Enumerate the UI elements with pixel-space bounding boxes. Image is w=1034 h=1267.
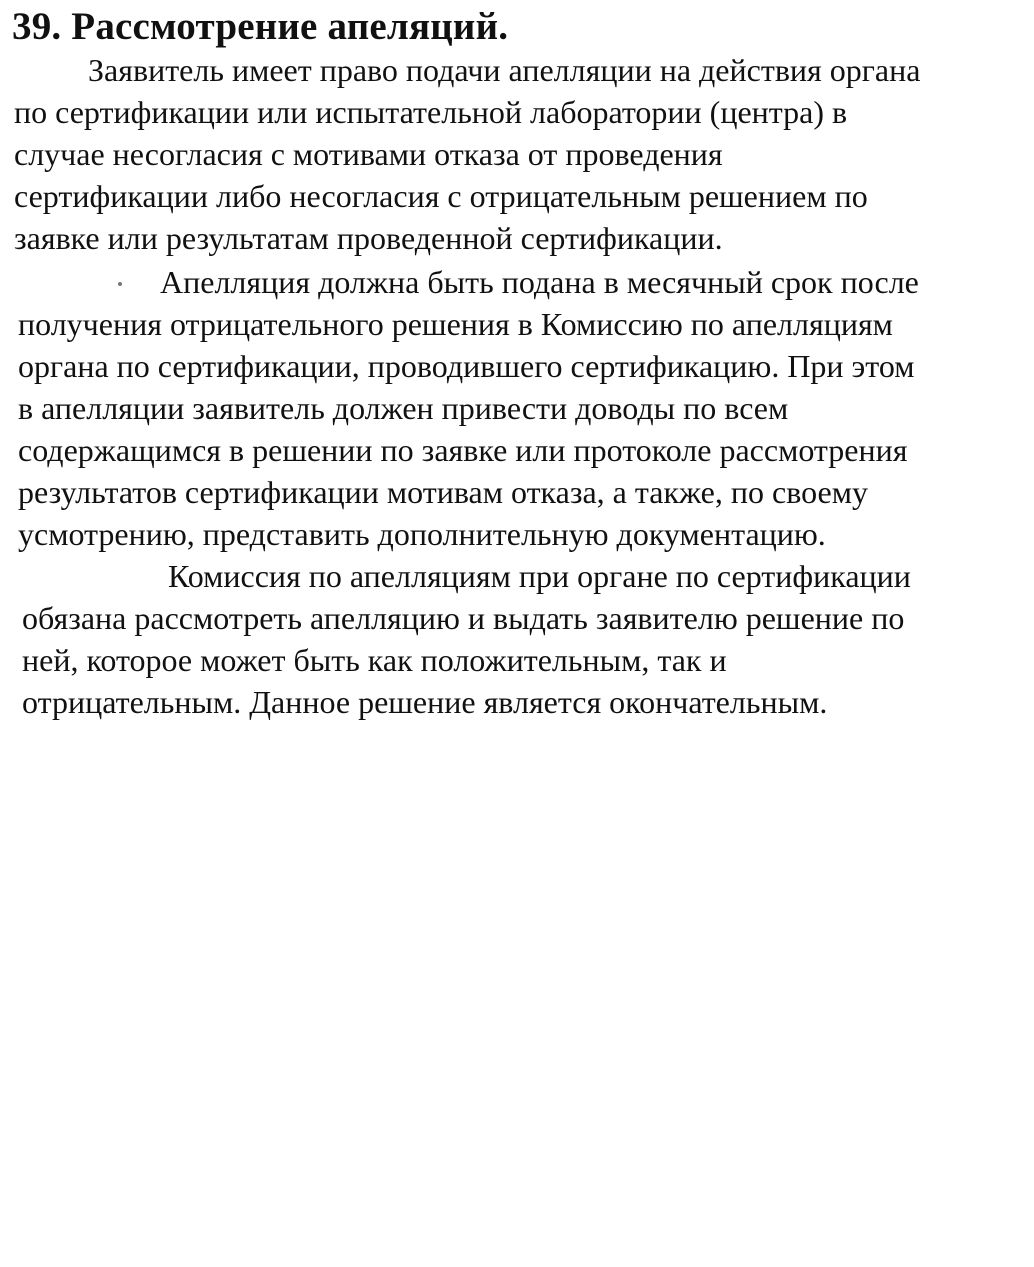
paragraph-2-line-4: в апелляции заявитель должен привести доводы по всем — [18, 390, 789, 426]
paragraph-2-line-1: Апелляция должна быть подана в месячный срок после — [160, 264, 919, 300]
paragraph-1-line-4: сертификации либо несогласия с отрицательным решением по — [14, 178, 868, 214]
paragraph-3-line-4: отрицательным. Данное решение является окончательным. — [22, 684, 828, 720]
paragraph-3-line-1: Комиссия по апелляциям при органе по сертификации — [168, 558, 911, 594]
paragraph-2-line-2: получения отрицательного решения в Комиссию по апелляциям — [18, 306, 893, 342]
paragraph-2-line-3: органа по сертификации, проводившего сертификацию. При этом — [18, 348, 915, 384]
scan-speck — [118, 282, 122, 286]
paragraph-2-line-7: усмотрению, представить дополнительную документацию. — [18, 516, 826, 552]
paragraph-1-line-3: случае несогласия с мотивами отказа от проведения — [14, 136, 723, 172]
paragraph-1-line-2: по сертификации или испытательной лаборатории (центра) в — [14, 94, 848, 130]
section-heading: 39. Рассмотрение апеляций. — [12, 5, 509, 48]
paragraph-3-line-2: обязана рассмотреть апелляцию и выдать заявителю решение по — [22, 600, 905, 636]
paragraph-2-line-6: результатов сертификации мотивам отказа, а также, по своему — [18, 474, 868, 510]
paragraph-2-line-5: содержащимся в решении по заявке или протоколе рассмотрения — [18, 432, 908, 468]
paragraph-3-line-3: ней, которое может быть как положительным, так и — [22, 642, 727, 678]
paragraph-1-line-5: заявке или результатам проведенной сертификации. — [14, 220, 723, 256]
paragraph-1-line-1: Заявитель имеет право подачи апелляции на действия органа — [88, 52, 921, 88]
